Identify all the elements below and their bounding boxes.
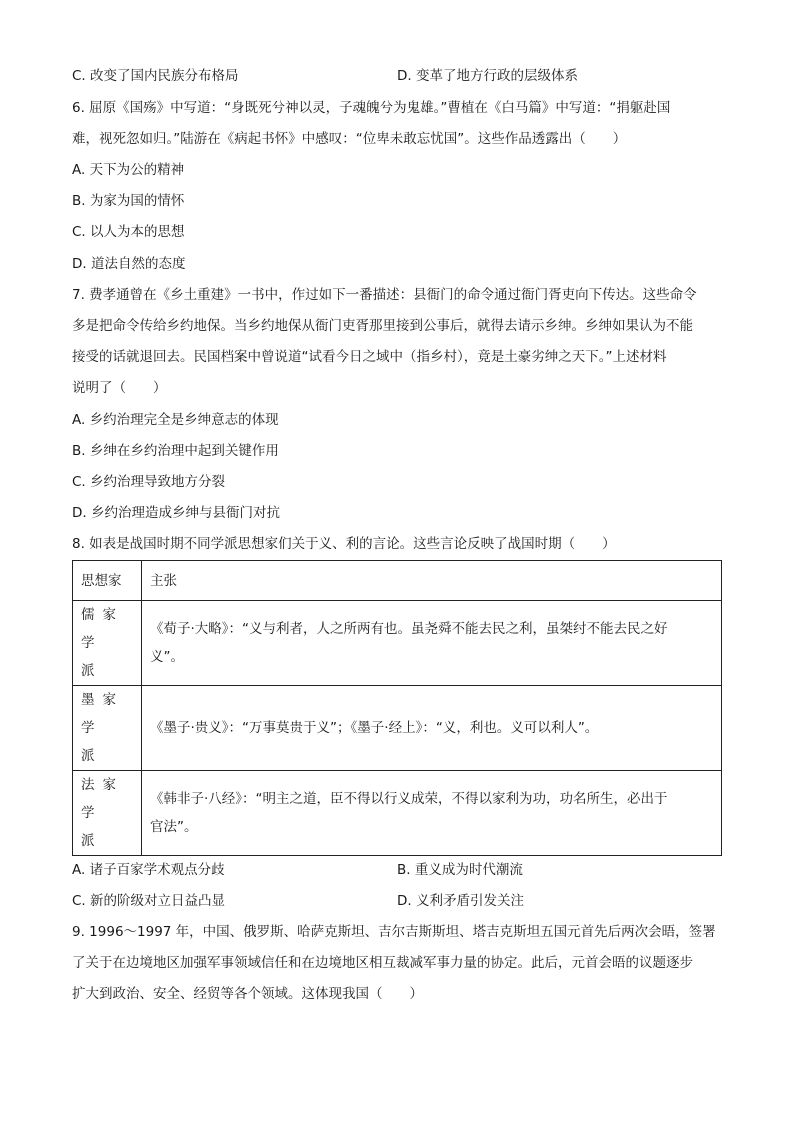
- q8-option-b: B. 重义成为时代潮流: [397, 862, 523, 878]
- q7-option-c: C. 乡约治理导致地方分裂: [72, 474, 226, 490]
- q6-stem-line-2: 难，视死忽如归。”陆游在《病起书怀》中感叹：“位卑未敢忘忧国”。这些作品透露出（ ）: [72, 131, 627, 147]
- q6-option-c: C. 以人为本的思想: [72, 224, 185, 240]
- school-name-line: 派: [81, 663, 103, 679]
- q6-option-b: B. 为家为国的情怀: [72, 193, 185, 209]
- view-text-line: 官法”。: [150, 819, 198, 835]
- view-text-line: 义”。: [150, 649, 184, 665]
- q7-option-d: D. 乡约治理造成乡绅与县衙门对抗: [72, 505, 280, 521]
- q6-option-d: D. 道法自然的态度: [72, 256, 186, 272]
- view-text-line: 《荀子·大略》：“义与利者，人之所两有也。虽尧舜不能去民之利，虽桀纣不能去民之好: [150, 621, 668, 637]
- q8-stem: 8. 如表是战国时期不同学派思想家们关于义、利的言论。这些言论反映了战国时期（ ）: [72, 536, 616, 552]
- q7-stem-line-4: 说明了（ ）: [72, 380, 167, 396]
- school-cell: [73, 601, 142, 686]
- school-name-line: 墨家学: [81, 692, 124, 736]
- view-cell: [142, 771, 722, 856]
- q6-stem-line-1: 6. 屈原《国殇》中写道：“身既死兮神以灵，子魂魄兮为鬼雄。”曹植在《白马篇》中写道：“捐躯赴国: [72, 100, 671, 116]
- school-name-line: 儒家学: [81, 607, 124, 651]
- q7-option-b: B. 乡绅在乡约治理中起到关键作用: [72, 443, 279, 459]
- q6-option-a: A. 天下为公的精神: [72, 162, 185, 178]
- q9-stem-line-1: 9. 1996～1997 年，中国、俄罗斯、哈萨克斯坦、吉尔吉斯斯坦、塔吉克斯坦五国元首先后两次会晤，签署: [72, 924, 716, 940]
- school-cell: [73, 686, 142, 771]
- header-view: 主张: [142, 561, 722, 601]
- header-thinker: 思想家: [73, 561, 142, 601]
- q8-option-d: D. 义利矛盾引发关注: [397, 893, 524, 909]
- view-cell: [142, 601, 722, 686]
- table-row: [73, 771, 722, 856]
- table-row: [73, 601, 722, 686]
- school-cell: [73, 771, 142, 856]
- q8-option-c: C. 新的阶级对立日益凸显: [72, 893, 226, 909]
- thinkers-table: [72, 560, 722, 856]
- q7-option-a: A. 乡约治理完全是乡绅意志的体现: [72, 412, 279, 428]
- q7-stem-line-1: 7. 费孝通曾在《乡土重建》一书中，作过如下一番描述：县衙门的命令通过衙门胥吏向下传达。这些命令: [72, 287, 697, 303]
- table-row: [73, 686, 722, 771]
- q7-stem-line-3: 接受的话就退回去。民国档案中曾说道“试看今日之域中（指乡村），竟是土豪劣绅之天下。”上述材料: [72, 349, 667, 365]
- q8-option-a: A. 诸子百家学术观点分歧: [72, 862, 225, 878]
- table-header-row: [73, 561, 722, 601]
- school-name-line: 法家学: [81, 777, 124, 821]
- q7-stem-line-2: 多是把命令传给乡约地保。当乡约地保从衙门吏胥那里接到公事后，就得去请示乡绅。乡绅如果认为不能: [72, 318, 693, 334]
- q9-stem-line-3: 扩大到政治、安全、经贸等各个领域。这体现我国（ ）: [72, 986, 423, 1002]
- view-text-line: 《韩非子·八经》：“明主之道，臣不得以行义成荣，不得以家利为功，功名所生，必出于: [150, 791, 668, 807]
- view-cell: [142, 686, 722, 771]
- q9-stem-line-2: 了关于在边境地区加强军事领域信任和在边境地区相互裁减军事力量的协定。此后，元首会晤的议题逐步: [72, 955, 693, 971]
- view-text-line: 《墨子·贵义》：“万事莫贵于义”；《墨子·经上》：“义，利也。义可以利人”。: [150, 720, 599, 736]
- school-name-line: 派: [81, 748, 103, 764]
- school-name-line: 派: [81, 833, 103, 849]
- option-d-prev: D. 变革了地方行政的层级体系: [397, 68, 578, 84]
- option-c-prev: C. 改变了国内民族分布格局: [72, 68, 239, 84]
